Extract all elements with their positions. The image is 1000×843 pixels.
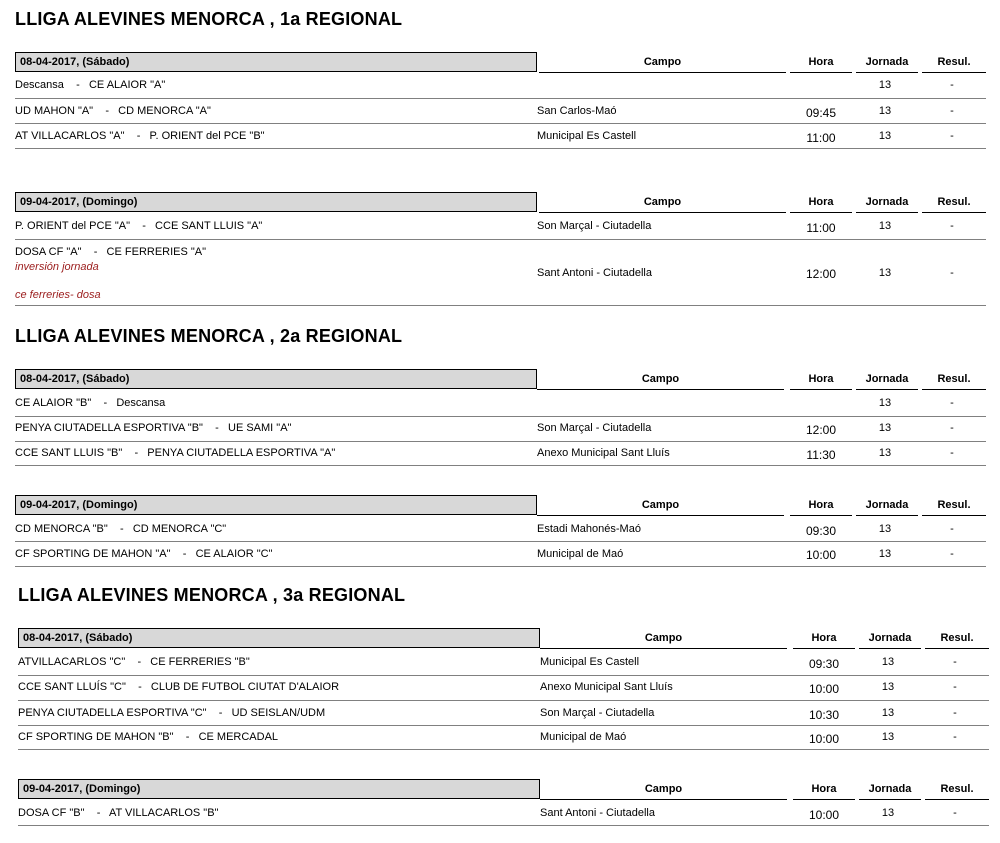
hora-header: Hora xyxy=(790,192,852,213)
jornada-header: Jornada xyxy=(856,495,918,516)
match-campo: Anexo Municipal Sant Lluís xyxy=(540,681,673,693)
hora-header: Hora xyxy=(790,52,852,73)
match-hora: 12:00 xyxy=(805,267,837,281)
group-date: 09-04-2017, (Domingo) xyxy=(18,779,540,799)
match-teams: ATVILLACARLOS "C" - CE FERRERIES "B" xyxy=(18,656,250,668)
match-campo: Municipal Es Castell xyxy=(537,130,637,142)
match-hora: 09:30 xyxy=(805,524,837,538)
match-result: - xyxy=(953,707,957,719)
result-header: Resul. xyxy=(922,52,986,73)
match-hora: 11:30 xyxy=(806,448,836,462)
jornada-header: Jornada xyxy=(859,779,921,800)
table-row xyxy=(15,542,986,567)
match-campo: Municipal Es Castell xyxy=(540,656,640,668)
match-result: - xyxy=(953,807,957,819)
match-teams: Descansa - CE ALAIOR "A" xyxy=(15,79,166,91)
match-teams: CE ALAIOR "B" - Descansa xyxy=(15,397,166,409)
match-teams: DOSA CF "B" - AT VILLACARLOS "B" xyxy=(18,807,219,819)
match-jornada: 13 xyxy=(878,267,892,279)
jornada-header: Jornada xyxy=(856,369,918,390)
group-date: 08-04-2017, (Sábado) xyxy=(18,628,540,648)
table-row xyxy=(18,802,989,826)
match-jornada: 13 xyxy=(881,807,895,819)
table-row xyxy=(15,442,986,466)
match-teams: UD MAHON "A" - CD MENORCA "A" xyxy=(15,105,211,117)
result-header: Resul. xyxy=(922,369,986,390)
hora-header: Hora xyxy=(793,779,855,800)
result-header: Resul. xyxy=(922,495,986,516)
match-result: - xyxy=(953,731,957,743)
section-title: LLIGA ALEVINES MENORCA , 2a REGIONAL xyxy=(15,326,403,346)
match-hora: 09:45 xyxy=(805,106,837,120)
result-header: Resul. xyxy=(925,628,989,649)
table-row xyxy=(15,518,986,542)
table-row xyxy=(15,215,986,240)
match-campo: San Carlos-Maó xyxy=(537,105,617,117)
table-row xyxy=(18,726,989,750)
match-hora: 10:00 xyxy=(808,682,840,696)
match-campo: Sant Antoni - Ciutadella xyxy=(540,807,655,819)
match-campo: Sant Antoni - Ciutadella xyxy=(537,267,652,279)
match-hora: 11:00 xyxy=(806,131,836,145)
match-teams: CCE SANT LLUÍS "C" - CLUB DE FUTBOL CIUTAT D'ALAIOR xyxy=(18,681,340,693)
match-teams: CCE SANT LLUIS "B" - PENYA CIUTADELLA ESPORTIVA "A" xyxy=(15,447,336,459)
group-header xyxy=(0,369,1000,389)
match-teams: P. ORIENT del PCE "A" - CCE SANT LLUIS "A" xyxy=(15,220,263,232)
group-header xyxy=(0,52,1000,72)
group-header xyxy=(0,495,1000,515)
result-header: Resul. xyxy=(922,192,986,213)
match-note: inversión jornada xyxy=(15,261,99,273)
campo-header: Campo xyxy=(540,779,787,800)
table-row xyxy=(18,676,989,701)
campo-header: Campo xyxy=(539,52,786,73)
match-campo: Son Marçal - Ciutadella xyxy=(537,422,652,434)
match-result: - xyxy=(950,548,954,560)
match-campo: Anexo Municipal Sant Lluís xyxy=(537,447,670,459)
group-header xyxy=(0,192,1000,212)
match-hora: 09:30 xyxy=(808,657,840,671)
table-row xyxy=(15,99,986,124)
match-jornada: 13 xyxy=(878,105,892,117)
match-hora: 12:00 xyxy=(805,423,837,437)
match-jornada: 13 xyxy=(881,681,895,693)
hora-header: Hora xyxy=(793,628,855,649)
match-result: - xyxy=(950,130,954,142)
match-result: - xyxy=(950,523,954,535)
match-jornada: 13 xyxy=(878,523,892,535)
match-jornada: 13 xyxy=(881,656,895,668)
table-row xyxy=(18,651,989,676)
match-hora: 10:00 xyxy=(805,548,837,562)
match-campo: Estadi Mahonés-Maó xyxy=(537,523,641,535)
hora-header: Hora xyxy=(790,369,852,390)
group-header xyxy=(3,779,1000,799)
result-header: Resul. xyxy=(925,779,989,800)
match-result: - xyxy=(953,681,957,693)
group-header xyxy=(3,628,1000,648)
match-campo: Son Marçal - Ciutadella xyxy=(537,220,652,232)
match-jornada: 13 xyxy=(878,220,892,232)
match-jornada: 13 xyxy=(878,79,892,91)
match-jornada: 13 xyxy=(878,422,892,434)
match-jornada: 13 xyxy=(878,447,892,459)
section-title: LLIGA ALEVINES MENORCA , 3a REGIONAL xyxy=(18,585,406,605)
match-jornada: 13 xyxy=(878,130,892,142)
table-row xyxy=(15,417,986,442)
table-row xyxy=(15,124,986,149)
match-result: - xyxy=(950,447,954,459)
match-teams: PENYA CIUTADELLA ESPORTIVA "B" - UE SAMI "A" xyxy=(15,422,292,434)
match-teams: CF SPORTING DE MAHON "A" - CE ALAIOR "C" xyxy=(15,548,273,560)
match-result: - xyxy=(950,397,954,409)
match-result: - xyxy=(953,656,957,668)
match-result: - xyxy=(950,105,954,117)
match-campo: Son Marçal - Ciutadella xyxy=(540,707,655,719)
campo-header: Campo xyxy=(537,495,784,516)
group-date: 08-04-2017, (Sábado) xyxy=(15,369,537,389)
match-campo: Municipal de Maó xyxy=(537,548,624,560)
match-jornada: 13 xyxy=(881,731,895,743)
match-hora: 10:00 xyxy=(808,732,840,746)
campo-header: Campo xyxy=(537,369,784,390)
match-teams: PENYA CIUTADELLA ESPORTIVA "C" - UD SEISLAN/UDM xyxy=(18,707,326,719)
group-date: 09-04-2017, (Domingo) xyxy=(15,495,537,515)
match-jornada: 13 xyxy=(878,548,892,560)
match-teams: AT VILLACARLOS "A" - P. ORIENT del PCE "B" xyxy=(15,130,265,142)
match-campo: Municipal de Maó xyxy=(540,731,627,743)
jornada-header: Jornada xyxy=(859,628,921,649)
match-teams: CF SPORTING DE MAHON "B" - CE MERCADAL xyxy=(18,731,279,743)
match-result: - xyxy=(950,422,954,434)
table-row xyxy=(15,393,986,417)
match-hora: 10:00 xyxy=(808,808,840,822)
campo-header: Campo xyxy=(540,628,787,649)
table-row xyxy=(15,76,986,99)
match-teams: CD MENORCA "B" - CD MENORCA "C" xyxy=(15,523,227,535)
match-result: - xyxy=(950,267,954,279)
match-hora: 10:30 xyxy=(808,708,840,722)
match-jornada: 13 xyxy=(881,707,895,719)
group-date: 09-04-2017, (Domingo) xyxy=(15,192,537,212)
match-teams: DOSA CF "A" - CE FERRERIES "A" xyxy=(15,246,207,258)
match-result: - xyxy=(950,79,954,91)
match-jornada: 13 xyxy=(878,397,892,409)
jornada-header: Jornada xyxy=(856,192,918,213)
match-result: - xyxy=(950,220,954,232)
match-hora: 11:00 xyxy=(806,221,836,235)
match-note: ce ferreries- dosa xyxy=(15,289,101,301)
jornada-header: Jornada xyxy=(856,52,918,73)
table-row xyxy=(18,701,989,726)
hora-header: Hora xyxy=(790,495,852,516)
table-row xyxy=(15,240,986,306)
campo-header: Campo xyxy=(539,192,786,213)
group-date: 08-04-2017, (Sábado) xyxy=(15,52,537,72)
section-title: LLIGA ALEVINES MENORCA , 1a REGIONAL xyxy=(15,9,403,29)
